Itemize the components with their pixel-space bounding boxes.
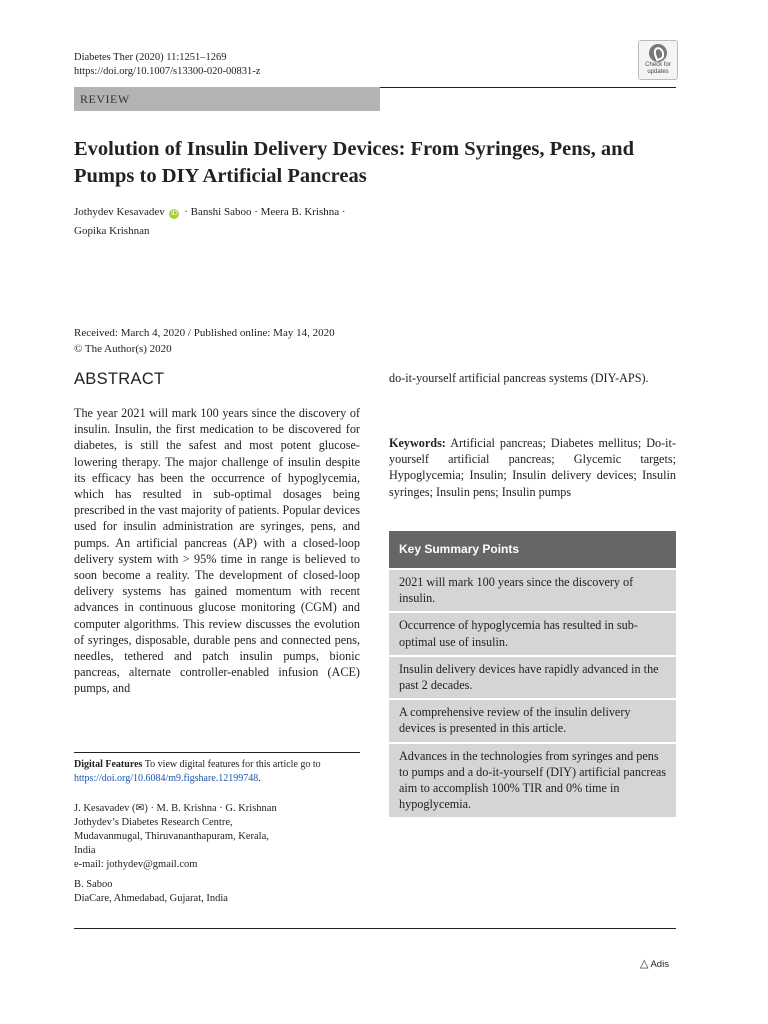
affiliation-line: India <box>74 845 96 856</box>
key-summary-point: Occurrence of hypoglycemia has resulted in sub-optimal use of insulin. <box>389 611 676 654</box>
keywords-text: Artificial pancreas; Diabetes mellitus; Do-it-yourself artificial pancreas; Glycemic targets; Hypoglycemia; Insulin; Insulin delivery devices; Insulin syringes; Insulin pens; Insulin pumps <box>389 436 677 499</box>
affiliation-block-2 <box>74 878 364 906</box>
section-label: REVIEW <box>74 87 380 111</box>
affiliation-line: J. Kesavadev (✉) · M. B. Krishna · G. Krishnan <box>74 803 277 814</box>
crossmark-icon <box>649 44 667 62</box>
header-divider <box>380 87 676 88</box>
journal-citation: Diabetes Ther (2020) 11:1251–1269 <box>74 52 227 63</box>
publication-dates <box>74 325 335 357</box>
adis-triangle-icon: △ <box>640 958 649 970</box>
author-separator: · <box>184 206 188 218</box>
check-for-updates-label: Check for updates <box>645 62 671 75</box>
article-title: Evolution of Insulin Delivery Devices: From Syringes, Pens, and Pumps to DIY Artificial Pancreas <box>74 138 634 187</box>
author-name[interactable]: Banshi Saboo <box>190 206 252 218</box>
author-name[interactable]: Jothydev Kesavadev <box>74 206 165 218</box>
key-summary-box <box>389 531 676 817</box>
check-for-updates-badge[interactable] <box>638 40 678 80</box>
footer-divider <box>74 928 676 929</box>
key-summary-point: A comprehensive review of the insulin delivery devices is presented in this article. <box>389 698 676 741</box>
key-summary-heading: Key Summary Points <box>389 531 676 568</box>
email-line[interactable]: e-mail: jothydev@gmail.com <box>74 859 198 870</box>
article-doi[interactable]: https://doi.org/10.1007/s13300-020-00831-z <box>74 66 261 77</box>
key-summary-point: 2021 will mark 100 years since the discovery of insulin. <box>389 568 676 611</box>
abstract-body: The year 2021 will mark 100 years since the discovery of insulin. Insulin, the first medication to be discovered for diabetes, is still the safest and most potent glucose-lowering therapy. The major challenge of insulin despite its efficacy has been the occurrence of hypoglycemia, which has resulted in sub-optimal dosages being prescribed in the vast majority of patients. Popular devices used for insulin administration are syringes, pens, and pumps. An artificial pancreas (AP) with a closed-loop delivery system with > 95% time in range is believed to soon become a reality. The development of closed-loop delivery systems has gained momentum with recent advances in continuous glucose monitoring (CGM) and computer algorithms. This review discusses the evolution of syringes, disposable, durable pens and connected pens, needles, tethered and patch insulin pumps, bionic pancreas, alternate controller-enabled infusion (ACE) pumps, and <box>74 406 360 696</box>
author-separator: · <box>254 206 258 218</box>
affiliation-line: DiaCare, Ahmedabad, Gujarat, India <box>74 893 228 904</box>
affiliation-line: Jothydev’s Diabetes Research Centre, <box>74 817 233 828</box>
keywords-label: Keywords: <box>389 436 446 450</box>
keywords <box>389 435 676 500</box>
digital-features-note <box>74 758 362 785</box>
orcid-icon[interactable]: iD <box>171 210 178 217</box>
author-list <box>74 203 474 241</box>
digital-features-label: Digital Features <box>74 759 143 770</box>
footnote-divider <box>74 752 360 753</box>
abstract-heading: ABSTRACT <box>74 370 165 388</box>
received-published: Received: March 4, 2020 / Published online: May 14, 2020 <box>74 327 335 339</box>
copyright: © The Author(s) 2020 <box>74 343 172 355</box>
digital-features-text: To view digital features for this article go to <box>144 759 321 770</box>
publisher-name: Adis <box>650 959 669 970</box>
author-separator: · <box>341 206 346 218</box>
key-summary-point: Advances in the technologies from syringes and pens to pumps and a do-it-yourself (DIY) artificial pancreas aim to accomplish 100% TIR and 0% time in hypoglycemia. <box>389 742 676 818</box>
affiliation-line: Mudavanmugal, Thiruvananthapuram, Kerala, <box>74 831 269 842</box>
key-summary-point: Insulin delivery devices have rapidly advanced in the past 2 decades. <box>389 655 676 698</box>
author-name[interactable]: Gopika Krishnan <box>74 225 150 237</box>
affiliation-block-1 <box>74 802 364 872</box>
author-name[interactable]: Meera B. Krishna <box>260 206 340 218</box>
digital-features-end: . <box>258 772 261 784</box>
abstract-continuation: do-it-yourself artificial pancreas systems (DIY-APS). <box>389 371 649 385</box>
affiliation-line: B. Saboo <box>74 879 113 890</box>
figshare-link[interactable]: https://doi.org/10.6084/m9.figshare.12199748 <box>74 772 259 784</box>
publisher-logo <box>640 957 669 970</box>
